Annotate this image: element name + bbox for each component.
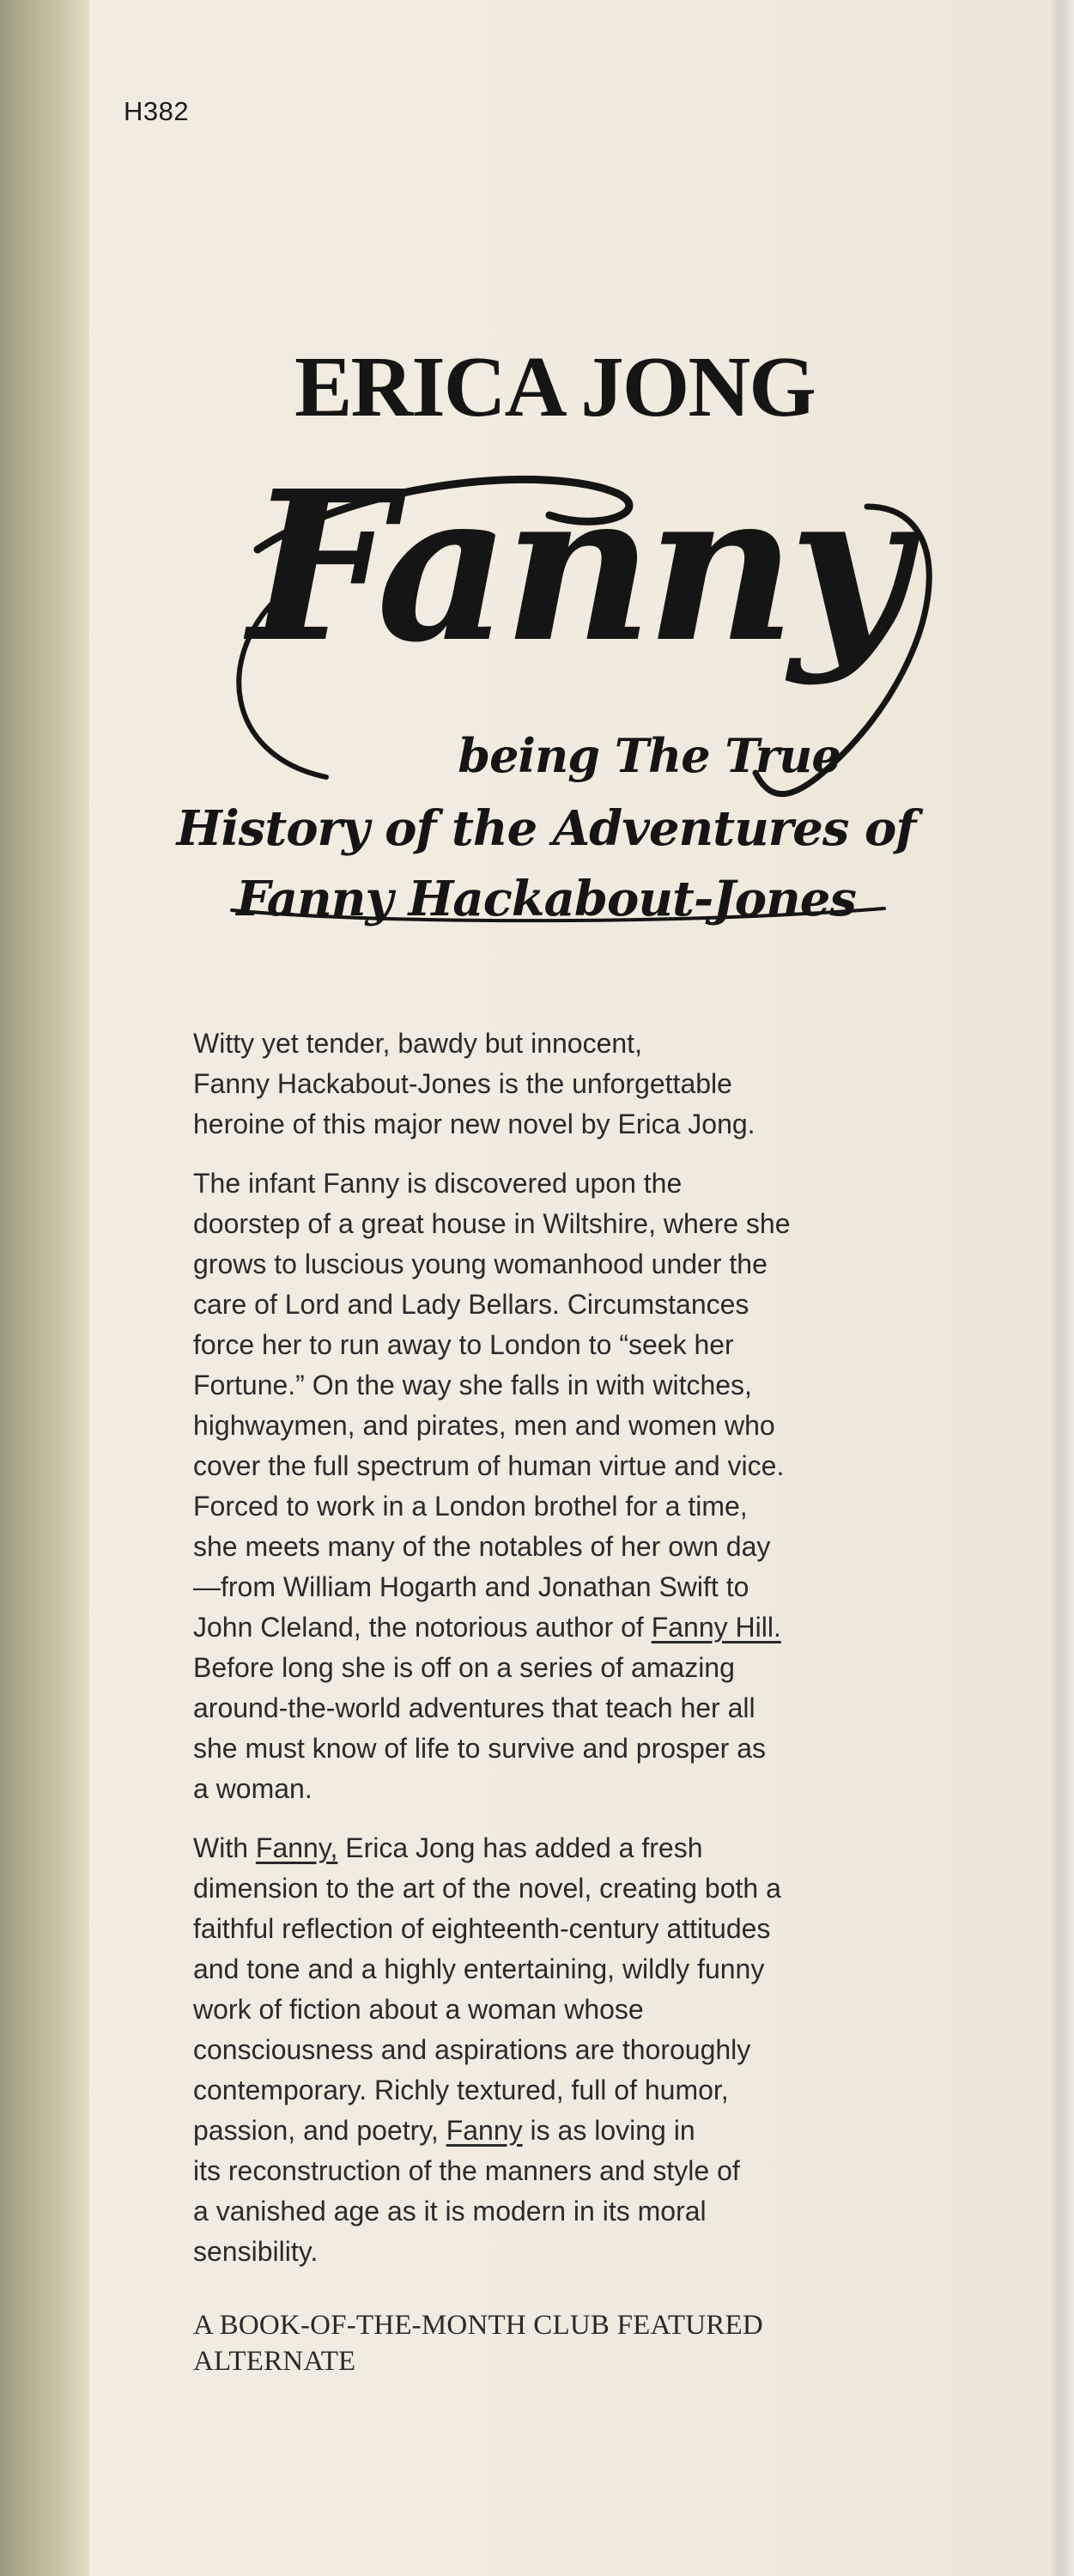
blurb-line xyxy=(193,1607,940,1648)
book-title-reference: Fanny Hill. xyxy=(651,1612,781,1643)
blurb-text: John Cleland, the notorious author of xyxy=(193,1612,652,1643)
blurb-text: is as loving in xyxy=(522,2115,695,2146)
subtitle-line-1: being The True xyxy=(458,728,840,783)
book-title-reference: Fanny xyxy=(446,2115,523,2146)
blurb-line: contemporary. Richly textured, full of humor, xyxy=(193,2075,729,2105)
blurb-line: grows to luscious young womanhood under the xyxy=(193,1249,768,1279)
blurb-line: she must know of life to survive and prosper as xyxy=(193,1733,766,1764)
blurb-paragraph-3 xyxy=(193,1828,940,2272)
blurb-line: cover the full spectrum of human virtue and vice. xyxy=(193,1450,785,1481)
blurb-paragraph-1 xyxy=(193,1024,940,1145)
blurb-line: and tone and a highly entertaining, wildly funny xyxy=(193,1953,765,1984)
blurb-line: force her to run away to London to “seek her xyxy=(193,1329,734,1360)
author-name: ERICA JONG xyxy=(294,338,815,434)
blurb-line: a vanished age as it is modern in its moral xyxy=(193,2196,707,2227)
blurb-line: Witty yet tender, bawdy but innocent, xyxy=(193,1028,642,1059)
subtitle-line-3: Fanny Hackabout-Jones xyxy=(236,871,856,927)
jacket-blurb xyxy=(193,1024,940,2291)
blurb-line: doorstep of a great house in Wiltshire, where she xyxy=(193,1208,791,1239)
book-title: Fanny xyxy=(248,446,902,688)
blurb-line: sensibility. xyxy=(193,2236,319,2267)
blurb-line: around-the-world adventures that teach her all xyxy=(193,1692,755,1723)
blurb-line: The infant Fanny is discovered upon the xyxy=(193,1168,683,1199)
blurb-text: With xyxy=(193,1832,256,1863)
blurb-line: its reconstruction of the manners and style of xyxy=(193,2155,740,2186)
blurb-line: Forced to work in a London brothel for a time, xyxy=(193,1491,748,1522)
blurb-line: work of fiction about a woman whose xyxy=(193,1994,644,2025)
blurb-line xyxy=(193,2111,940,2151)
blurb-text: passion, and poetry, xyxy=(193,2115,446,2146)
blurb-line: Before long she is off on a series of amazing xyxy=(193,1652,735,1683)
book-club-notice xyxy=(193,2307,966,2379)
book-title-reference: Fanny, xyxy=(255,1832,338,1863)
blurb-line xyxy=(193,1828,940,1868)
blurb-line: consciousness and aspirations are thoroughly xyxy=(193,2034,751,2065)
blurb-line: care of Lord and Lady Bellars. Circumstances xyxy=(193,1289,749,1320)
blurb-line: heroine of this major new novel by Erica Jong. xyxy=(193,1109,755,1139)
blurb-line: Fortune.” On the way she falls in with witches, xyxy=(193,1370,752,1400)
club-line: A BOOK-OF-THE-MONTH CLUB FEATURED xyxy=(193,2310,763,2341)
blurb-line: highwaymen, and pirates, men and women who xyxy=(193,1410,775,1441)
club-line: ALTERNATE xyxy=(193,2346,356,2377)
blurb-line: she meets many of the notables of her own day xyxy=(193,1531,771,1562)
blurb-line: —from William Hogarth and Jonathan Swift to xyxy=(193,1571,749,1602)
blurb-paragraph-2 xyxy=(193,1163,940,1809)
blurb-line: faithful reflection of eighteenth-century attitudes xyxy=(193,1913,771,1944)
blurb-line: a woman. xyxy=(193,1773,312,1804)
subtitle-line-2: History of the Adventures of xyxy=(176,800,916,857)
blurb-text: Erica Jong has added a fresh xyxy=(337,1832,703,1863)
catalog-code: H382 xyxy=(124,96,190,126)
blurb-line: Fanny Hackabout-Jones is the unforgettable xyxy=(193,1068,732,1099)
blurb-line: dimension to the art of the novel, creating both a xyxy=(193,1873,781,1904)
